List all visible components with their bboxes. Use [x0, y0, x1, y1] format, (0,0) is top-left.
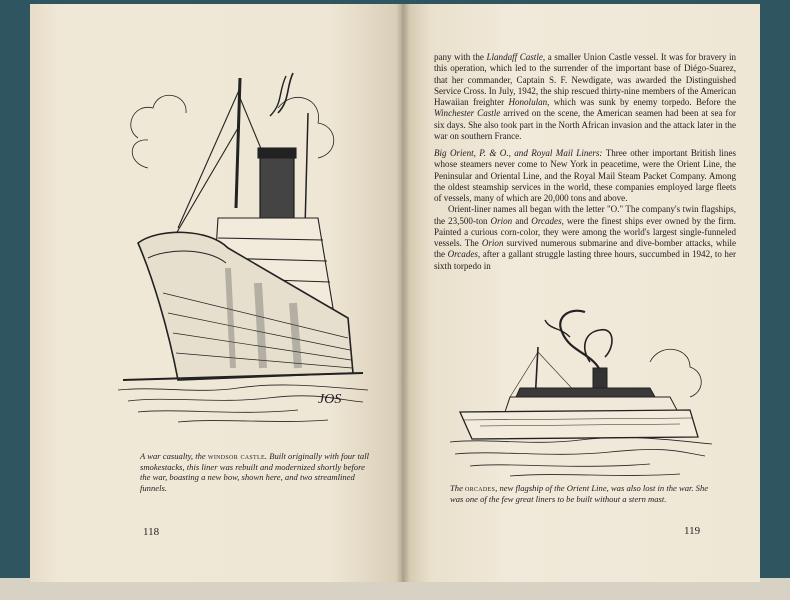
text-run: survived numerous submarine and dive-bomber attacks, while the [434, 238, 736, 260]
text-run: arrived on the scene, the American seamen had been at sea for six days. She also took part in the North African invasion and the attack later in the war on southern France. [434, 108, 736, 141]
windsor-castle-illustration [118, 68, 370, 428]
text-run: which was sunk by enemy torpedo. Before the [549, 97, 736, 107]
right-caption [450, 483, 714, 504]
text-run: Three other important British lines whose steamers never come to New York in peacetime, were the Orient Line, the Peninsular and Oriental Line, and the Royal Mail Steam Packet Company. Among the oldest steamship services in the world, these companies employed large fleets of vessels, many of which are 20,000 tons and above. [434, 148, 736, 203]
paragraph-1 [434, 52, 736, 142]
page-number-right: 119 [684, 525, 701, 537]
caption-ship-name: orcades [465, 483, 496, 493]
caption-text: , new flagship of the Orient Line, was also lost in the war. She was one of the few great liners to be built without a stern mast. [450, 483, 709, 504]
text-run: pany with the [434, 52, 487, 62]
paragraph-3 [434, 204, 736, 272]
right-page-body-text [434, 52, 736, 272]
italic-run: Honolulan, [508, 97, 550, 107]
text-run: after a gallant struggle lasting three hours, succumbed in 1942, to her sixth torpedo in [434, 249, 736, 271]
italic-run: Orcades, [531, 215, 564, 226]
text-run: were the finest ships ever owned by the firm. Painted a curious corn-color, they were among the world's largest single-funneled vessels. The [434, 215, 736, 248]
text-run: Orient-liner names all began with the letter "O." The company's twin flagships, the 23,500-ton [434, 204, 736, 226]
text-run: and [512, 215, 532, 226]
italic-run: Llandaff Castle, [486, 52, 546, 62]
section-heading: Big Orient, P. & O., and Royal Mail Liners: [434, 148, 603, 158]
caption-lead: A war casualty, the [140, 451, 206, 461]
caption-text: . Built originally with four tall smokestacks, this liner was rebuilt and modernized shortly before the war, boasting a new bow, shown here, and two streamlined funnels. [140, 451, 369, 493]
orcades-illustration [450, 302, 712, 480]
italic-run: Orion [490, 215, 513, 226]
artist-signature: JOS [318, 392, 342, 407]
text-run: a smaller Union Castle vessel. It was for bravery in this operation, which led to the surrender of the important base of Diégo-Suarez, that her commander, Captain S. F. Newdigate, was awarded the Distinguished Service Cross. In July, 1942, the ship rescued thirty-nine members of the American Hawaiian freighter [434, 52, 737, 107]
italic-run: Winchester Castle [434, 108, 501, 119]
caption-lead: The [450, 483, 463, 493]
book-gutter [396, 4, 410, 582]
italic-run: Orcades, [447, 249, 481, 260]
paragraph-2 [434, 148, 736, 204]
left-caption [140, 451, 372, 493]
italic-run: Orion [481, 238, 504, 248]
caption-ship-name: windsor castle [207, 451, 265, 461]
page-number-left: 118 [143, 526, 160, 538]
